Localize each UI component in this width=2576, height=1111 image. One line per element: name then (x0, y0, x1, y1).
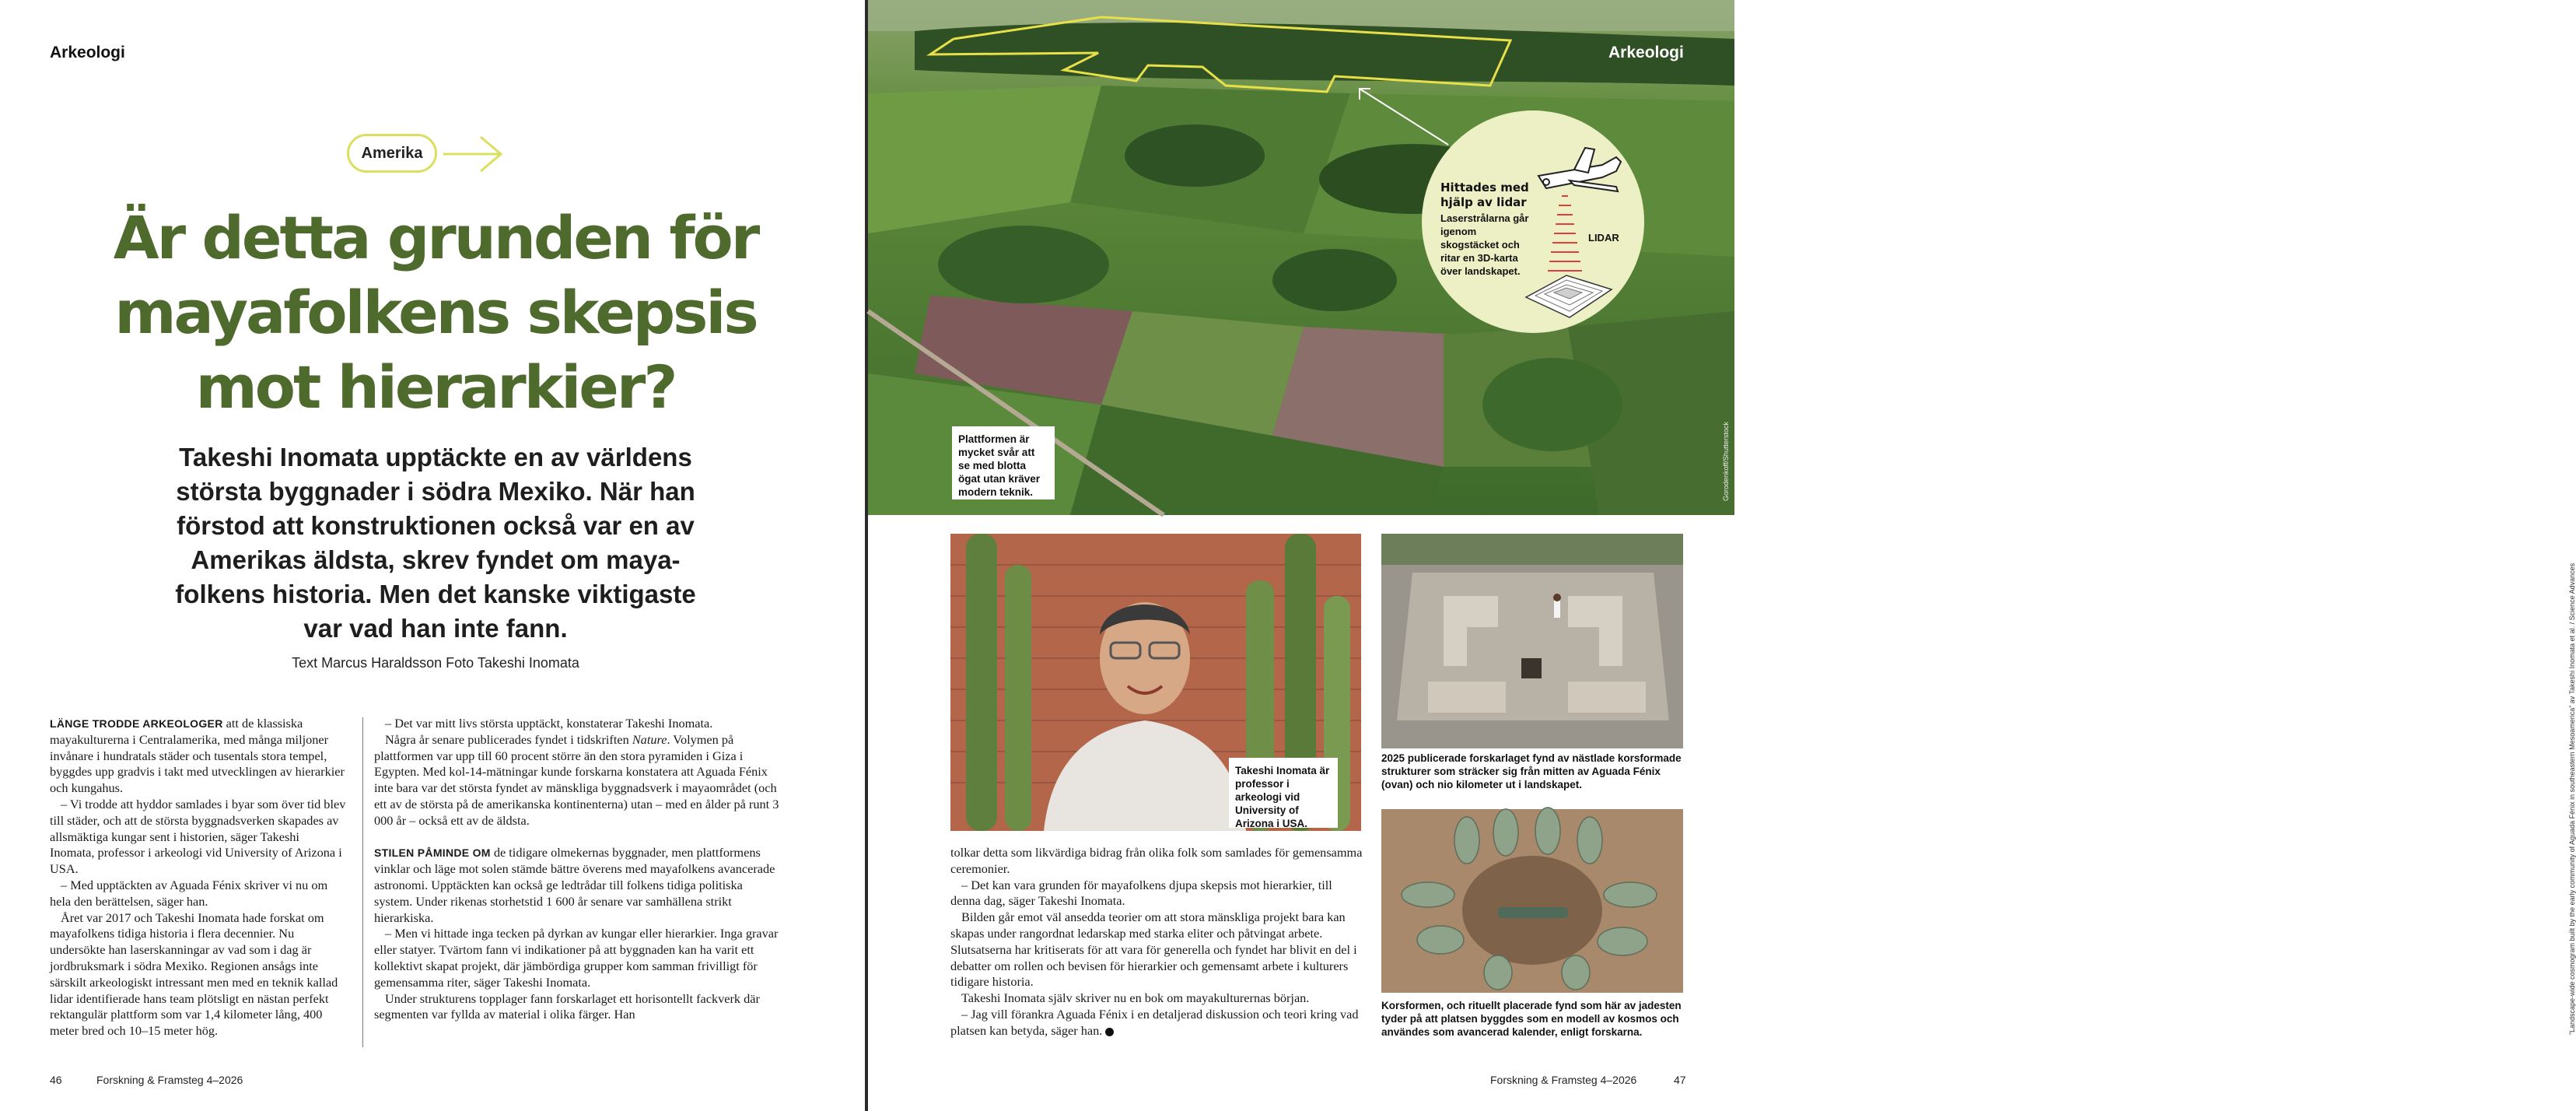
headline-line: mot hierarkier? (195, 352, 676, 422)
page-number: 46 (50, 1074, 62, 1086)
section-label: Arkeologi (1608, 44, 1684, 61)
lede-line: Amerikas äldsta, skrev fyndet om maya- (191, 545, 681, 574)
lead-in: STILEN PÅMINDE OM (374, 846, 491, 860)
aerial-caption: Plattformen är mycket svår att se med blotta ögat utan kräver modern teknik. (952, 426, 1055, 499)
headline-line: Är detta grunden för (113, 203, 758, 272)
body-column-1 (50, 716, 347, 1039)
paragraph: LÄNGE TRODDE ARKEOLOGER att de klassiska mayakulturerna i Centralamerika, med många miljoner invånare i hundratals städer och tusentals stora tempel, byggdes upp gradvis i takt med utvecklingen av hierarkier och kungahus. (50, 716, 345, 796)
paragraph: Under strukturens topplager fann forskarlaget ett horisontellt fackverk där segmenten var fyllda av material i olika färger. Han (374, 990, 760, 1022)
excavation-photo (1381, 534, 1683, 748)
lede-line: folkens historia. Men det kanske viktigaste (175, 580, 696, 608)
body-column-2 (374, 716, 783, 1023)
lidar-label: LIDAR (1588, 232, 1619, 244)
end-mark-icon (1105, 1028, 1114, 1036)
paragraph: STILEN PÅMINDE OM de tidigare olmekernas byggnader, men plattformens vinklar och läge mot solen stämde bättre överens med mayafolkens avancerade astronomi. Upptäckten kan också ge ledtrådar till folkens tidiga politiska system. Under rikenas storhetstid 1 600 år senare var samhällena strikt hierarkiska. (374, 845, 775, 925)
right-page (868, 0, 2576, 1111)
lede-line: förstod att konstruktionen också var en av (177, 511, 695, 540)
region-tag: Amerika (347, 134, 437, 173)
paragraph: – Med upptäckten av Aguada Fénix skriver vi nu om hela den berättelsen, säger han. (50, 877, 328, 909)
artifact-caption: Korsformen, och rituellt placerade fynd som här av jadesten tyder på att platsen byggdes som en modell av kosmos och användes som avancerad kalender, enligt forskarna. (1381, 1000, 1682, 1038)
excavation-caption: 2025 publicerade forskarlaget fynd av nästlade korsformade strukturer som sträcker sig från mitten av Aguada Fénix (ovan) och nio kilometer ut i landskapet. (1381, 752, 1682, 790)
lead-in: LÄNGE TRODDE ARKEOLOGER (50, 717, 223, 730)
paragraph: – Men vi hittade inga tecken på dyrkan av kungar eller hierarkier. Inga gravar eller statyer. Tvärtom fann vi indikationer på att byggnaden kan ha varit ett kollektivt skapat projekt, där jämbördiga grupper kom samman frivilligt för gemensamma riter, säger Takeshi Inomata. (374, 926, 779, 990)
headline (47, 201, 824, 425)
paragraph: tolkar detta som likvärdiga bidrag från olika folk som samlades för gemensamma ceremonier. (950, 845, 1363, 876)
page-number: 47 (1674, 1074, 1686, 1086)
paragraph: Bilden går emot väl ansedda teorier om att stora mänskliga projekt bara kan skapas under rangordnat ledarskap med starka eliter och påtvingat arbete. Slutsatserna har kritiserats för att vara för generella och fyndet har blivit en del i debatter om rollen och bevisen för hierarkier och gemensamt arbete i kulturers tidigare historia. (950, 909, 1357, 990)
arrow-right-icon (442, 134, 504, 174)
paragraph: – Jag vill förankra Aguada Fénix i en detaljerad diskussion och teori kring vad platsen kan betyda, säger han. (950, 1006, 1359, 1038)
byline: Text Marcus Haraldsson Foto Takeshi Inomata (292, 655, 579, 671)
folio: Forskning & Framsteg 4–2026 (96, 1074, 243, 1086)
paragraph: – Vi trodde att hyddor samlades i byar som över tid blev till städer, och att de största byggnadsverken skapades av allsmäktiga kungar sent i historien, säger Takeshi Inomata, professor i arkeologi vid University of Arizona i USA. (50, 796, 346, 877)
lidar-text: Laserstrålarna går igenom skogstäcket och ritar en 3D-karta över landskapet. (1440, 212, 1529, 277)
paragraph: Takeshi Inomata själv skriver nu en bok om mayakulturernas början. (961, 990, 1310, 1006)
paragraph: Några år senare publicerades fyndet i tidskriften Nature. Volymen på plattformen var upp till 60 procent större än den stora pyramiden i Giza i Egypten. Med kol-14-mätningar kunde forskarna konstatera att Aguada Fénix inte bara var det största fyndet av mänskliga byggnadsverk i mayaområdet (och ett av de största på de amerikanska kontinenterna) utan – med en ålder på runt 3 000 år – också ett av de äldsta. (374, 731, 779, 828)
section-label: Arkeologi (50, 44, 125, 61)
body-column-3 (950, 845, 1363, 1039)
lede-line: största byggnader i södra Mexiko. När han (176, 477, 695, 506)
artifact-photo (1381, 809, 1683, 993)
lede-line: Takeshi Inomata upptäckte en av världens (179, 443, 692, 471)
left-page (0, 0, 865, 1111)
photo-credit: ”Landscape-wide cosmogram built by the early community of Aguada Fénix in southeastern Mesoamerica” av Takeshi Inomata et al. / Science Advances (2568, 563, 2576, 1035)
folio: Forskning & Framsteg 4–2026 (1490, 1074, 1637, 1086)
lidar-title: Hittades med hjälp av lidar (1440, 180, 1529, 209)
column-divider (362, 717, 363, 1047)
aerial-photo-credit: Gorodenkoff/Shutterstock (1722, 422, 1730, 501)
headline-line: mayafolkens skepsis (114, 278, 757, 347)
paragraph: – Det kan vara grunden för mayafolkens djupa skepsis mot hierarkier, till denna dag, säger Takeshi Inomata. (950, 877, 1332, 909)
portrait-caption: Takeshi Inomata är professor i arkeologi vid University of Arizona i USA. (1229, 758, 1338, 828)
lede (93, 440, 778, 646)
paragraph: – Det var mitt livs största upptäckt, konstaterar Takeshi Inomata. (385, 716, 713, 731)
paragraph: Året var 2017 och Takeshi Inomata hade forskat om mayafolkens tidiga historia i flera decennier. Nu undersökte han laserskanningar av vad som i dag är jordbruksmark i södra Mexiko. Regionen ansågs inte särskilt arkeologiskt intressant men med en teknik kallad lidar identifierade hans team plötsligt en nästan perfekt rektangulär plattform som var 1,4 kilometer lång, 400 meter bred och 10–15 meter hög. (50, 909, 338, 1039)
journal-name: Nature (632, 731, 667, 747)
lede-line: var vad han inte fann. (303, 614, 568, 643)
